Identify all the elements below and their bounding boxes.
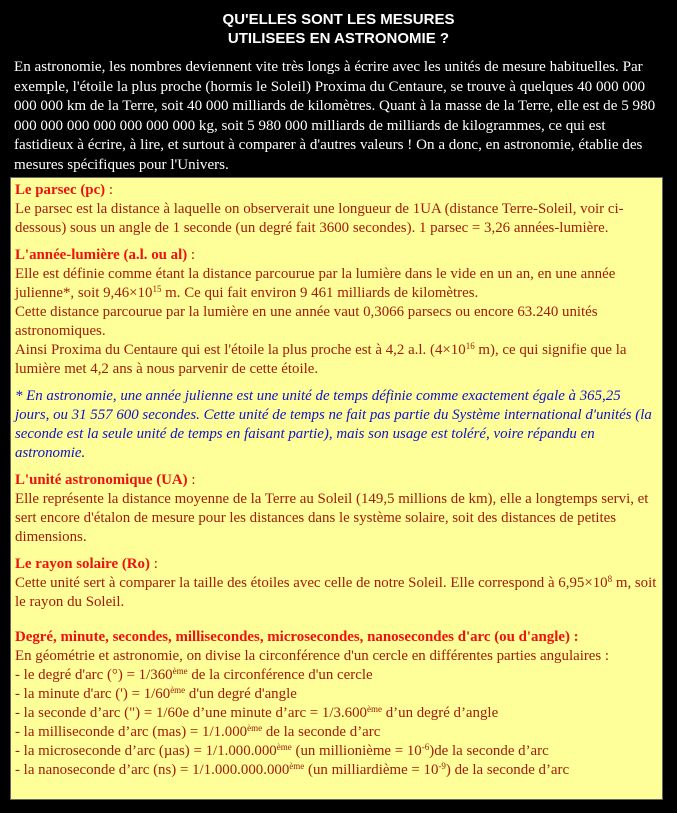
- units-box: [10, 177, 663, 800]
- light-year-p1-text-end: m. Ce qui fait environ 9 461 milliards de kilomètres.: [161, 285, 479, 301]
- line-text: - la nanoseconde d’arc (ns) = 1/1.000.000.000: [15, 762, 290, 778]
- line-text-end: d’un degré d’angle: [382, 705, 499, 721]
- line-text-end: de la circonférence d'un cercle: [187, 667, 373, 683]
- arc-intro: En géométrie et astronomie, on divise la circonférence d'un cercle en différentes parties angulaires :: [15, 648, 610, 664]
- light-year-p2: Cette distance parcourue par la lumière en une année vaut 0,3066 parsecs ou encore 63.240 unités astronomiques.: [15, 304, 598, 339]
- ordinal-suffix: ème: [367, 704, 382, 714]
- light-year-heading: L'année-lumière (a.l. ou al): [15, 247, 188, 263]
- au-heading: L'unité astronomique (UA): [15, 472, 188, 488]
- parsec-text: Le parsec est la distance à laquelle on observerait une longueur de 1UA (distance Terre-Soleil, voir ci-dessous) sous un angle de 1 seconde (un degré fait 3600 secondes). 1 parsec = 3,26 années-lumière.: [15, 201, 624, 236]
- light-year-p1: [15, 266, 615, 301]
- light-year-p1-text: Elle est définie comme étant la distance parcourue par la lumière dans le vide en un an, en une année julienne*, soit 9,46×10: [15, 266, 616, 301]
- solar-radius-text: [15, 575, 656, 610]
- solar-radius-text-end: m, soit le rayon du Soleil.: [15, 575, 657, 610]
- exponent: 15: [152, 284, 162, 294]
- solar-radius-heading: Le rayon solaire (Ro): [15, 556, 150, 572]
- exponent: -6: [421, 742, 430, 752]
- line-text-end: ) de la seconde d’arc: [445, 762, 570, 778]
- solar-radius-text-start: Cette unité sert à comparer la taille des étoiles avec celle de notre Soleil. Elle correspond à 6,95×10: [15, 575, 608, 591]
- line-text-end: d'un degré d'angle: [185, 686, 297, 702]
- ordinal-suffix: ème: [276, 742, 292, 752]
- au-section: [15, 471, 657, 547]
- arc-degree-line: [15, 666, 657, 685]
- ordinal-suffix: ème: [247, 723, 263, 733]
- arc-heading: Degré, minute, secondes, millisecondes, microsecondes, nanosecondes d'arc (ou d'angle) :: [15, 629, 579, 645]
- au-text: Elle représente la distance moyenne de la Terre au Soleil (149,5 millions de km), elle a longtemps servi, et sert encore d'étalon de mesure pour les distances dans le système solaire, soit des distances de petites dimensions.: [15, 491, 649, 545]
- solar-radius-section: [15, 555, 657, 612]
- title-line-2: UTILISEES EN ASTRONOMIE ?: [227, 30, 450, 47]
- intro-paragraph: En astronomie, les nombres deviennent vite très longs à écrire avec les unités de mesure habituelles. Par exemple, l'étoile la plus proche (hormis le Soleil) Proxima du Centaure, se trouve à quelques 40 000 000 000 000 km de la Terre, soit 40 000 milliards de kilomètres. Quant à la masse de la Terre, elle est de 5 980 000 000 000 000 000 000 000 kg, soit 5 980 000 milliards de milliards de kilogrammes, ce qui est fastidieux à écrire, à lire, et surtout à comparer à d'autres valeurs ! On a donc, en astronomie, établie des mesures spécifiques pour l'Univers.: [14, 59, 656, 173]
- ordinal-suffix: ème: [289, 761, 305, 771]
- light-year-p3-text: Ainsi Proxima du Centaure qui est l'étoile la plus proche est à 4,2 a.l. (4×10: [15, 342, 466, 358]
- parsec-section: [15, 181, 657, 238]
- ordinal-suffix: ème: [172, 666, 188, 676]
- line-text: - la milliseconde d’arc (mas) = 1/1.000: [15, 724, 248, 740]
- au-colon: :: [187, 472, 196, 488]
- light-year-p3: [15, 342, 626, 377]
- exponent: -9: [438, 761, 446, 771]
- exponent: 8: [607, 574, 613, 584]
- arc-microsecond-line: [15, 742, 657, 761]
- line-text: - la microseconde d’arc (µas) = 1/1.000.000: [15, 743, 277, 759]
- exponent: 16: [465, 341, 475, 351]
- line-text: - la minute d'arc (') = 1/60: [15, 686, 171, 702]
- page-title: [0, 0, 677, 48]
- arc-section: [15, 628, 657, 780]
- light-year-p3-text-end: m), ce qui signifie que la lumière met 4,2 ans à nous parvenir de cette étoile.: [15, 342, 627, 377]
- line-text-mid: (un millionième = 10: [291, 743, 422, 759]
- arc-nanosecond-line: [15, 761, 657, 780]
- ordinal-suffix: ème: [170, 685, 186, 695]
- line-text: - la seconde d’arc (") = 1/60e d’une minute d’arc = 1/3.600: [15, 705, 367, 721]
- title-line-1: QU'ELLES SONT LES MESURES: [222, 11, 455, 28]
- arc-minute-line: [15, 685, 657, 704]
- arc-second-line: [15, 704, 657, 723]
- line-text-mid: (un milliardième = 10: [304, 762, 439, 778]
- line-text-end: de la seconde d’arc: [262, 724, 381, 740]
- light-year-colon: :: [187, 247, 196, 263]
- solar-radius-colon: :: [149, 556, 158, 572]
- line-text: - le degré d'arc (°) = 1/360: [15, 667, 173, 683]
- arc-millisecond-line: [15, 723, 657, 742]
- parsec-colon: :: [105, 182, 114, 198]
- line-text-end: )de la seconde d’arc: [429, 743, 549, 759]
- parsec-heading: Le parsec (pc): [15, 182, 106, 198]
- julian-year-note: * En astronomie, une année julienne est une unité de temps définie comme exactement égale à 365,25 jours, ou 31 557 600 secondes. Cette unité de temps ne fait pas partie du Système international d'unités (la seconde est la seule unité de temps en faisant partie), mais son usage est toléré, voire répandu en astronomie.: [15, 388, 652, 461]
- light-year-section: [15, 246, 657, 379]
